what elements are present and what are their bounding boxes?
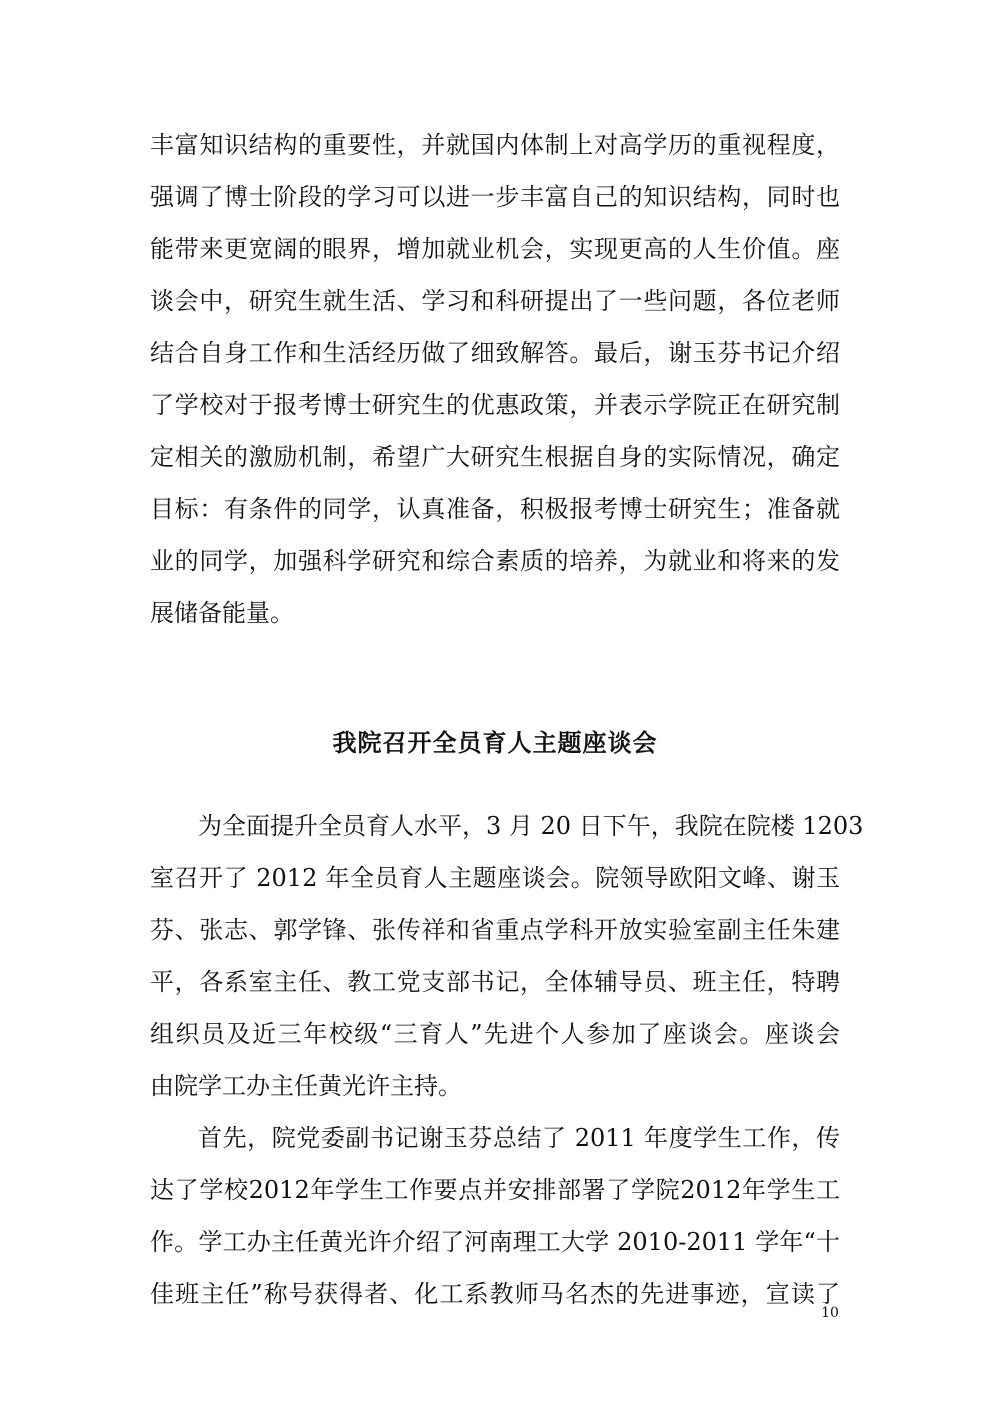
text-line: 室召开了 2012 年全员育人主题座谈会。院领导欧阳文峰、谢玉 xyxy=(150,864,840,892)
text-line: 业的同学，加强科学研究和综合素质的培养，为就业和将来的发 xyxy=(150,547,840,575)
text-line: 达了学校2012年学生工作要点并安排部署了学院2012年学生工 xyxy=(150,1176,840,1204)
text-line: 了学校对于报考博士研究生的优惠政策，并表示学院正在研究制 xyxy=(150,391,840,419)
text-line: 目标：有条件的同学，认真准备，积极报考博士研究生；准备就 xyxy=(150,495,840,523)
article-title: 我院召开全员育人主题座谈会 xyxy=(332,728,658,757)
text-line: 为全面提升全员育人水平，3 月 20 日下午，我院在院楼 1203 xyxy=(198,812,864,840)
text-line: 芬、张志、郭学锋、张传祥和省重点学科开放实验室副主任朱建 xyxy=(150,916,840,944)
text-line: 丰富知识结构的重要性，并就国内体制上对高学历的重视程度， xyxy=(150,131,840,159)
text-line: 能带来更宽阔的眼界，增加就业机会，实现更高的人生价值。座 xyxy=(150,235,840,263)
text-line: 结合自身工作和生活经历做了细致解答。最后，谢玉芬书记介绍 xyxy=(150,339,840,367)
text-line: 展储备能量。 xyxy=(150,599,294,627)
text-line: 首先，院党委副书记谢玉芬总结了 2011 年度学生工作，传 xyxy=(198,1124,840,1152)
text-line: 平，各系室主任、教工党支部书记，全体辅导员、班主任，特聘 xyxy=(150,968,840,996)
text-line: 谈会中，研究生就生活、学习和科研提出了一些问题，各位老师 xyxy=(150,287,840,315)
text-line: 定相关的激励机制，希望广大研究生根据自身的实际情况，确定 xyxy=(150,443,840,471)
text-line: 由院学工办主任黄光许主持。 xyxy=(150,1072,462,1100)
text-line: 组织员及近三年校级“三育人”先进个人参加了座谈会。座谈会 xyxy=(150,1020,840,1048)
text-line: 强调了博士阶段的学习可以进一步丰富自己的知识结构，同时也 xyxy=(150,183,840,211)
page-number: 10 xyxy=(821,1305,839,1321)
text-line: 佳班主任”称号获得者、化工系教师马名杰的先进事迹，宣读了 xyxy=(150,1280,840,1308)
text-line: 作。学工办主任黄光许介绍了河南理工大学 2010-2011 学年“十 xyxy=(150,1228,840,1256)
